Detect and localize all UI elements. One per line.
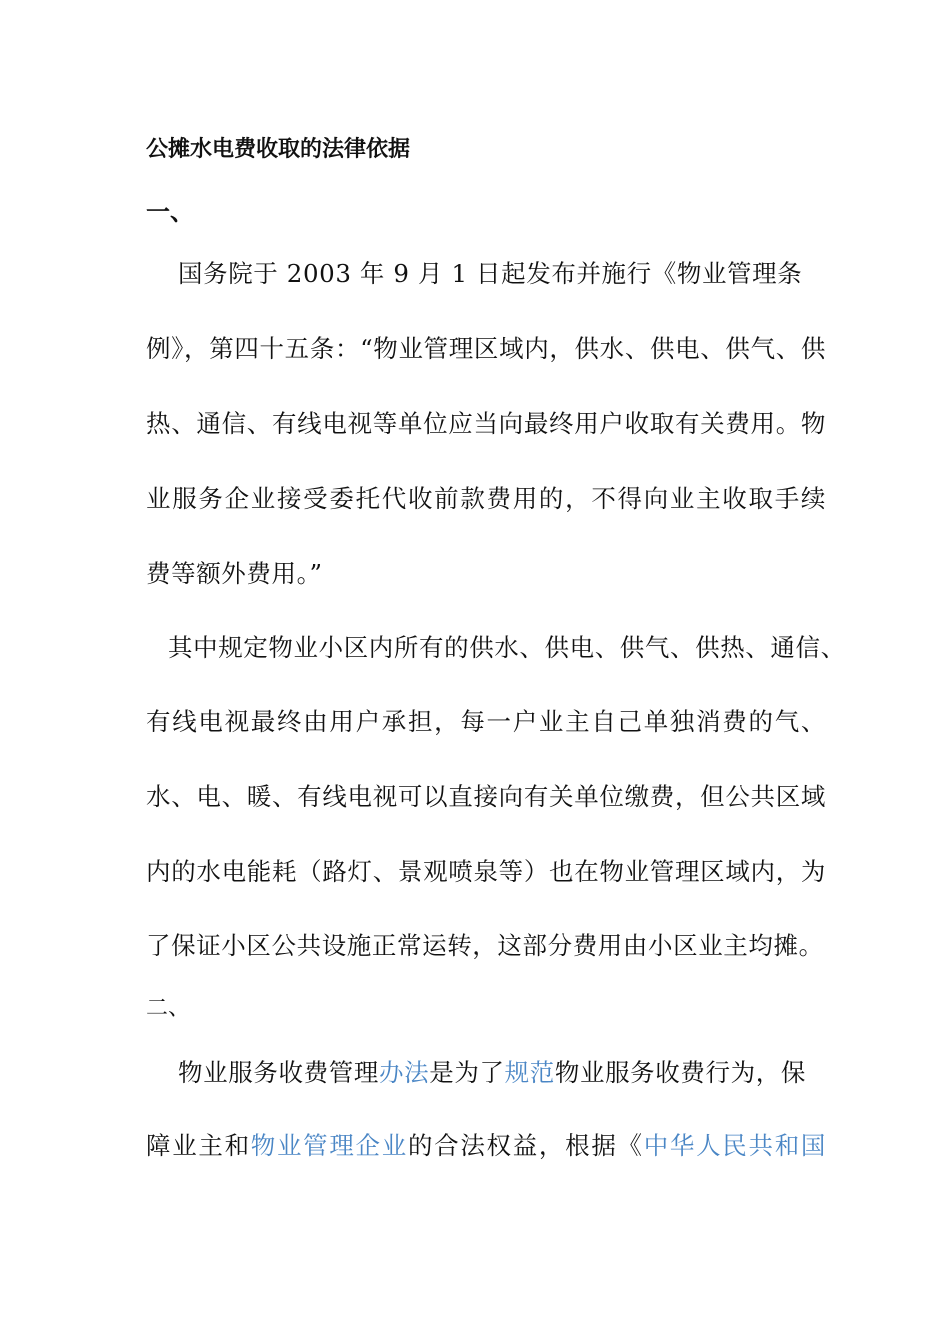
paragraph-line: 有线电视最终由用户承担，每一户业主自己单独消费的气、 (146, 707, 826, 736)
text-segment: 物业服务收费管理 (178, 1058, 379, 1087)
link-guifan[interactable]: 规范 (504, 1058, 555, 1087)
paragraph-line: 例》，第四十五条：“物业管理区域内，供水、供电、供气、供 (146, 334, 826, 363)
paragraph-line: 热、通信、有线电视等单位应当向最终用户收取有关费用。物 (146, 409, 826, 438)
text-segment: 障业主和 (146, 1131, 251, 1160)
paragraph-line (146, 1130, 826, 1162)
paragraph-line: 业服务企业接受委托代收前款费用的，不得向业主收取手续 (146, 484, 826, 513)
text-segment: 的合法权益，根据《 (407, 1131, 644, 1160)
text-segment: 物业服务收费行为，保 (554, 1058, 807, 1087)
text-segment: 是为了 (429, 1058, 505, 1087)
link-banfa[interactable]: 办法 (378, 1058, 430, 1087)
link-wuye-guanli-qiye[interactable]: 物业管理企业 (250, 1131, 408, 1160)
paragraph-line: 水、电、暖、有线电视可以直接向有关单位缴费，但公共区域 (146, 782, 826, 811)
paragraph-line: 国务院于 2003 年 9 月 1 日起发布并施行《物业管理条 (178, 259, 803, 288)
paragraph-line (178, 1057, 806, 1089)
section-heading-1: 一、 (146, 197, 194, 226)
paragraph-line: 了保证小区公共设施正常运转，这部分费用由小区业主均摊。 (146, 931, 824, 960)
section-heading-2: 二、 (146, 996, 191, 1021)
document-title: 公摊水电费收取的法律依据 (146, 137, 411, 162)
paragraph-line: 费等额外费用。” (146, 559, 323, 588)
paragraph-line: 内的水电能耗（路灯、景观喷泉等）也在物业管理区域内，为 (146, 857, 826, 886)
link-zhonghua-renmin-gongheguo[interactable]: 中华人民共和国 (643, 1131, 826, 1160)
paragraph-line: 其中规定物业小区内所有的供水、供电、供气、供热、通信、 (168, 633, 846, 662)
